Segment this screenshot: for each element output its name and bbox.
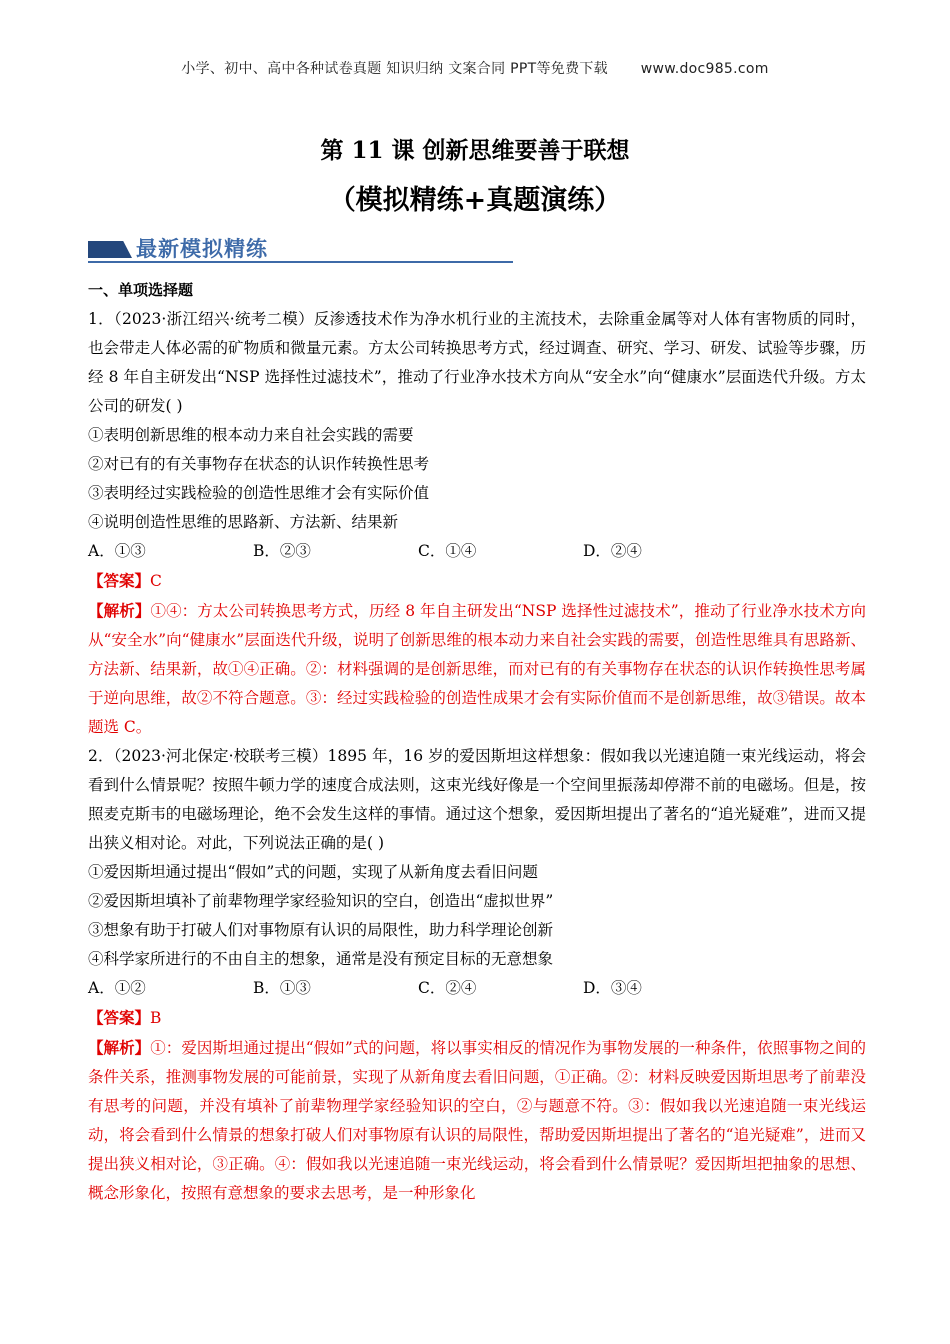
section-heading: 一、单项选择题	[88, 281, 194, 299]
choice-c: C．②④	[418, 979, 477, 997]
banner-bar-icon	[88, 241, 132, 258]
choice-d: D．③④	[583, 979, 642, 997]
answer-line	[88, 1003, 866, 1033]
statement-option: ③表明经过实践检验的创造性思维才会有实际价值	[88, 484, 430, 502]
answer-choices	[88, 537, 866, 566]
statement-option: ④科学家所进行的不由自主的想象，通常是没有预定目标的无意想象	[88, 950, 554, 968]
document-title: 第 11 课 创新思维要善于联想	[320, 137, 630, 164]
header-url[interactable]: www.doc985.com	[640, 61, 769, 77]
analysis-label: 【解析】	[88, 601, 151, 620]
choice-d: D．②④	[583, 542, 642, 560]
analysis-paragraph	[88, 1033, 866, 1208]
statement-option: ②爱因斯坦填补了前辈物理学家经验知识的空白，创造出“虚拟世界”	[88, 892, 554, 910]
statement-option: ④说明创造性思维的思路新、方法新、结果新	[88, 513, 399, 531]
choice-b: B．②③	[253, 542, 311, 560]
answer-value: C	[150, 572, 162, 590]
document-body	[88, 276, 866, 1208]
choice-c: C．①④	[418, 542, 477, 560]
choice-b: B．①③	[253, 979, 311, 997]
answer-line	[88, 566, 866, 596]
banner-label: 最新模拟精练	[136, 237, 268, 261]
analysis-paragraph	[88, 596, 866, 742]
analysis-text: ①④：方太公司转换思考方式，历经 8 年自主研发出“NSP 选择性过滤技术”，推动了行业净水技术方向从“安全水”向“健康水”层面迭代升级，说明了创新思维的根本动力来自社会实践的需要，创造性思维具有思路新、方法新、结果新，故①④正确。②：材料强调的是创新思维，而对已有的有关事物存在状态的认识作转换性思考属于逆向思维，故②不符合题意。③：经过实践检验的创造性成果才会有实际价值而不是创新思维，故③错误。故本题选 C。	[88, 602, 866, 736]
statement-option: ①表明创新思维的根本动力来自社会实践的需要	[88, 426, 414, 444]
question-stem: 2．（2023·河北保定·校联考三模）1895 年，16 岁的爱因斯坦这样想象：假如我以光速追随一束光线运动，将会看到什么情景呢？按照牛顿力学的速度合成法则，这束光线好像是一个空间里振荡却停滞不前的电磁场。但是，按照麦克斯韦的电磁场理论，绝不会发生这样的事情。通过这个想象，爱因斯坦提出了著名的“追光疑难”，进而又提出狭义相对论。对此，下列说法正确的是( )	[88, 747, 866, 852]
choice-a: A．①②	[88, 979, 146, 997]
answer-label: 【答案】	[88, 1008, 151, 1027]
document-subtitle: （模拟精练+真题演练）	[328, 185, 622, 216]
choice-a: A．①③	[88, 542, 146, 560]
statement-option: ②对已有的有关事物存在状态的认识作转换性思考	[88, 455, 430, 473]
analysis-label: 【解析】	[88, 1038, 151, 1057]
answer-label: 【答案】	[88, 571, 151, 590]
statement-option: ①爱因斯坦通过提出“假如”式的问题，实现了从新角度去看旧问题	[88, 863, 538, 881]
section-banner	[88, 233, 513, 265]
question-2	[88, 742, 866, 1208]
answer-choices	[88, 974, 866, 1003]
analysis-text: ①：爱因斯坦通过提出“假如”式的问题，将以事实相反的情况作为事物发展的一种条件，依照事物之间的条件关系，推测事物发展的可能前景，实现了从新角度去看旧问题，①正确。②：材料反映爱因斯坦思考了前辈没有思考的问题，并没有填补了前辈物理学家经验知识的空白，②与题意不符。③：假如我以光速追随一束光线运动，将会看到什么情景的想象打破人们对事物原有认识的局限性，帮助爱因斯坦提出了著名的“追光疑难”，进而又提出狭义相对论，③正确。④：假如我以光速追随一束光线运动，将会看到什么情景呢？爱因斯坦把抽象的思想、概念形象化，按照有意想象的要求去思考，是一种形象化	[88, 1039, 866, 1202]
question-stem: 1．（2023·浙江绍兴·统考二模）反渗透技术作为净水机行业的主流技术，去除重金属等对人体有害物质的同时，也会带走人体必需的矿物质和微量元素。方太公司转换思考方式，经过调查、研究、学习、研发、试验等步骤，历经 8 年自主研发出“NSP 选择性过滤技术”，推动了行业净水技术方向从“安全水”向“健康水”层面迭代升级。方太公司的研发( )	[88, 310, 866, 415]
header-text: 小学、初中、高中各种试卷真题 知识归纳 文案合同 PPT等免费下载	[181, 61, 608, 77]
banner-underline	[88, 261, 513, 263]
page-header	[0, 58, 950, 78]
answer-value: B	[150, 1009, 162, 1027]
statement-option: ③想象有助于打破人们对事物原有认识的局限性，助力科学理论创新	[88, 921, 554, 939]
question-1	[88, 305, 866, 742]
